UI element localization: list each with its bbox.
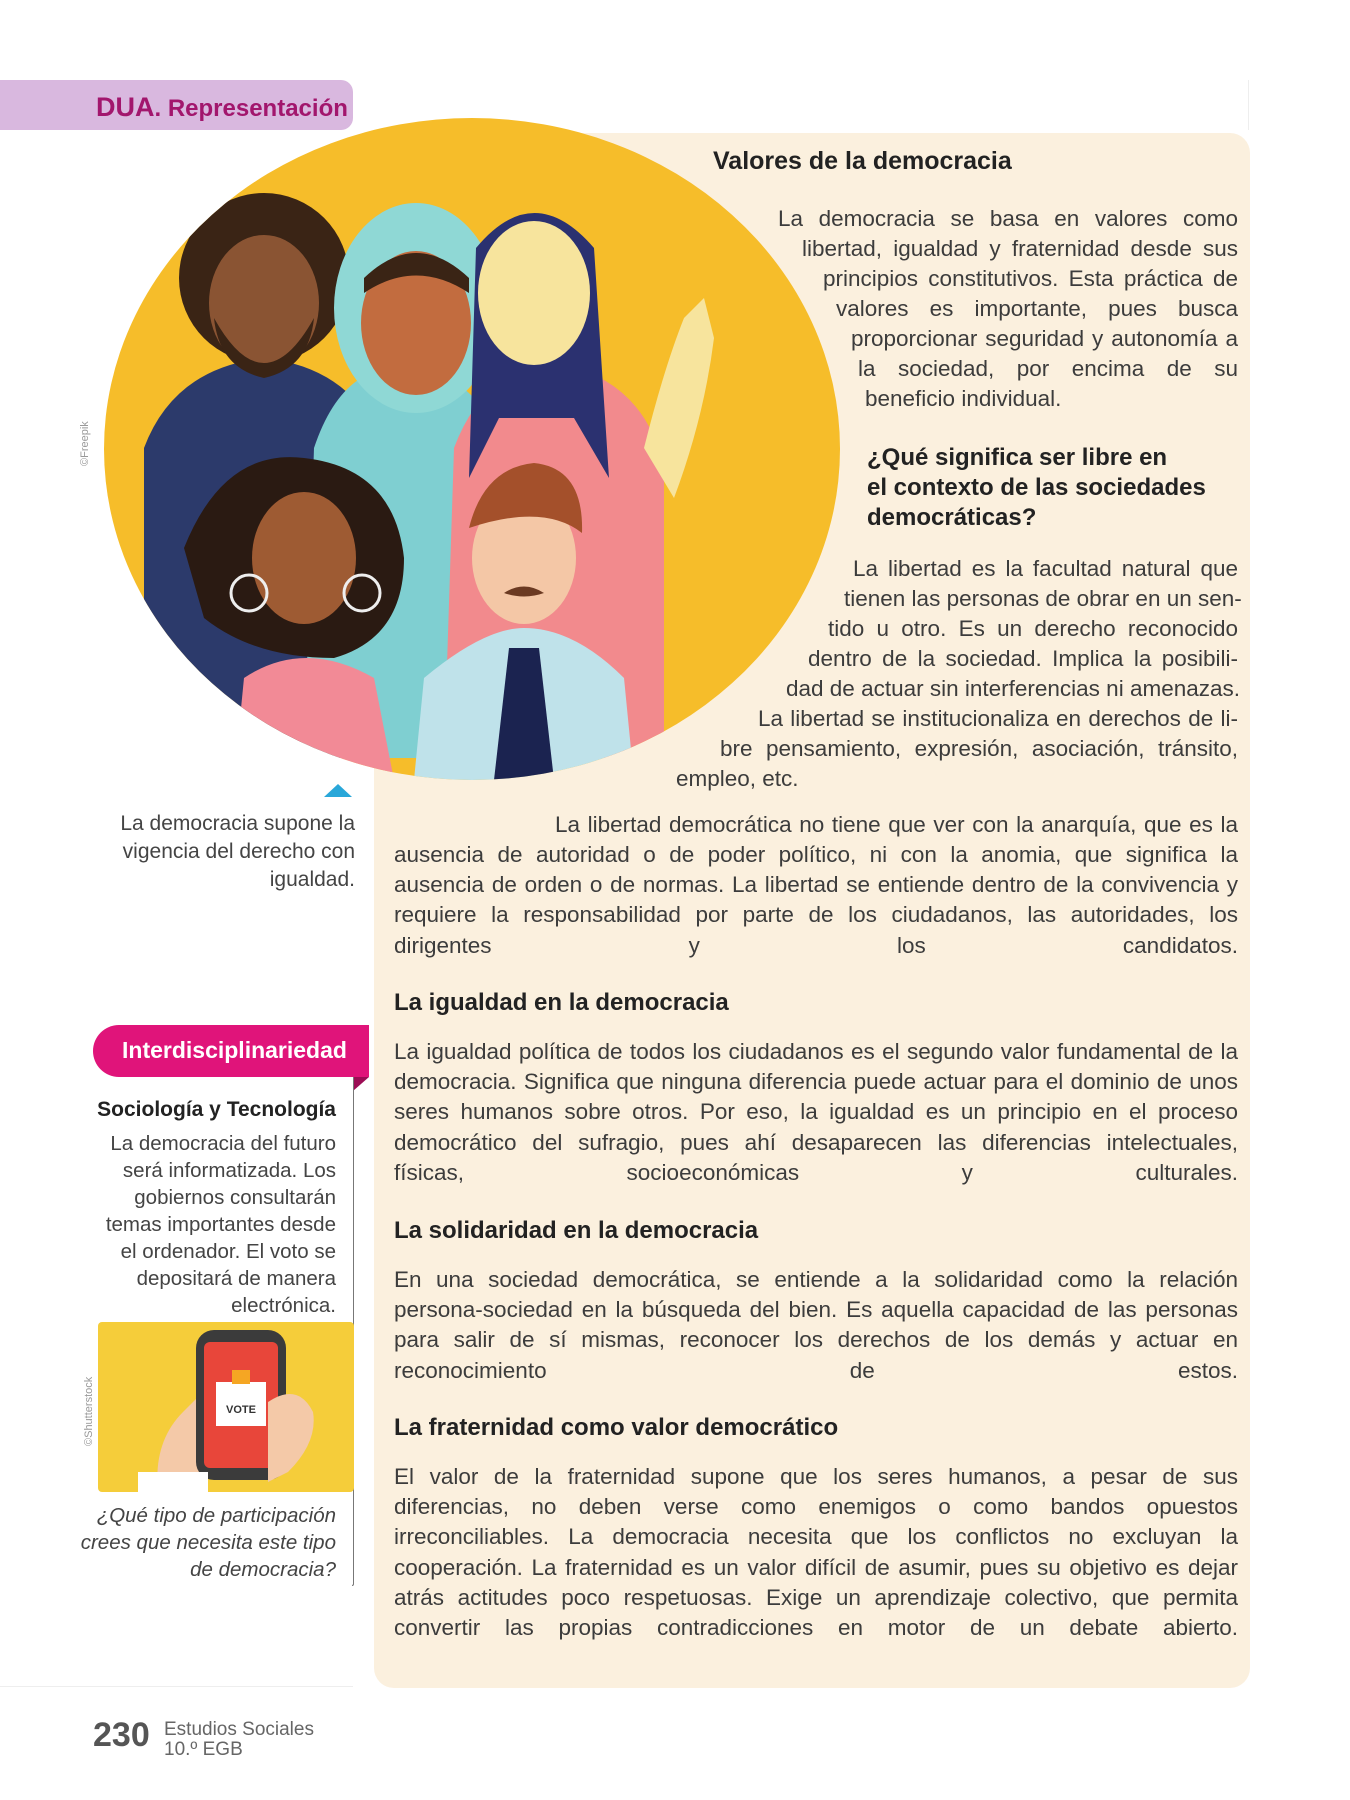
igualdad-paragraph: La igualdad política de todos los ciudadanos es el segundo valor fundamental de la democracia. Significa que ninguna diferencia puede actuar para el dominio de unos seres humanos sobre otros. Por eso, la igualdad es un principio en el proceso democrático del sufragio, pues ahí desaparecen las diferencias intelectuales, físicas, socioeconómicas y culturales. (394, 1039, 1238, 1185)
footer-subject: Estudios Sociales 10.º EGB (164, 1719, 314, 1760)
igualdad-heading: La igualdad en la democracia (394, 989, 729, 1016)
tab-fold (353, 1077, 369, 1091)
footer-divider (0, 1686, 353, 1687)
libertad-line: La libertad es la facultad natural que (853, 556, 1238, 581)
libertad-line: dentro de la sociedad. Implica la posibili- (808, 646, 1238, 671)
sidebar-body: La democracia del futuro será informatizada. Los gobiernos consultarán temas importantes desde el ordenador. El voto se depositará de manera electrónica. (105, 1132, 336, 1317)
image-caption: La democracia supone la vigencia del derecho con igualdad. (120, 812, 355, 891)
intro-line: valores es importante, pues busca (836, 296, 1238, 321)
anarquia-line: La libertad democrática no tiene que ver con la anarquía, que es la (555, 812, 1238, 837)
divider (1248, 80, 1249, 130)
solidaridad-heading: La solidaridad en la democracia (394, 1217, 759, 1244)
intro-line: libertad, igualdad y fraternidad desde sus (802, 236, 1238, 261)
libertad-line: empleo, etc. (676, 766, 799, 791)
libertad-line: tido u otro. Es un derecho reconocido (828, 616, 1238, 641)
anarquia-paragraph: ausencia de autoridad o de poder político, ni con la anomia, que significa la ausencia de orden o de normas. La libertad se entiende dentro de la convivencia y requiere la responsabilidad por parte de los ciudadanos, las autoridades, los dirigentes y los candidatos. (394, 842, 1238, 958)
dua-label: DUA. Representación (96, 92, 348, 122)
intro-line: principios constitutivos. Esta práctica de (823, 266, 1238, 291)
libertad-line: dad de actuar sin interferencias ni amenazas. (786, 676, 1241, 701)
interdisciplinariedad-label: Interdisciplinariedad (122, 1037, 347, 1063)
page-title: Valores de la democracia (713, 147, 1012, 175)
vote-image-credit: ©Shutterstock (83, 1376, 95, 1446)
vote-phone-image (98, 1322, 354, 1492)
intro-line: la sociedad, por encima de su (858, 356, 1238, 381)
libertad-line: tienen las personas de obrar en un sen- (844, 586, 1242, 611)
illustration-credit: ©Freepik (79, 421, 91, 466)
people-illustration (104, 118, 840, 780)
fraternidad-heading: La fraternidad como valor democrático (394, 1414, 839, 1441)
vote-label: VOTE (226, 1404, 256, 1416)
sidebar-title: Sociología y Tecnología (97, 1098, 336, 1121)
caption-pointer-icon (324, 784, 352, 797)
sidebar-question: ¿Qué tipo de participación crees que necesita este tipo de democracia? (80, 1504, 336, 1581)
question-heading: ¿Qué significa ser libre en el contexto de las sociedades democráticas? (867, 444, 1206, 531)
intro-line: proporcionar seguridad y autonomía a (851, 326, 1238, 351)
libertad-line: La libertad se institucionaliza en derechos de li- (758, 706, 1238, 731)
solidaridad-paragraph: En una sociedad democrática, se entiende a la solidaridad como la relación persona-sociedad en la búsqueda del bien. Es aquella capacidad de las personas para salir de sí mismas, reconocer los derechos de los demás y actuar en reconocimiento de estos. (394, 1267, 1238, 1383)
intro-line: beneficio individual. (865, 386, 1062, 411)
libertad-line: bre pensamiento, expresión, asociación, tránsito, (720, 736, 1238, 761)
intro-paragraph: La democracia se basa en valores como (778, 206, 1238, 231)
fraternidad-paragraph: El valor de la fraternidad supone que los seres humanos, a pesar de sus diferencias, no deben verse como enemigos o como bandos opuestos irreconciliables. La democracia necesita que los conflictos no excluyan la cooperación. La fraternidad es un valor difícil de asumir, pues su objetivo es dejar atrás actitudes poco respetuosas. Exige un aprendizaje colectivo, que permita convertir las propias contradicciones en motor de un debate abierto. (394, 1464, 1238, 1641)
page-number: 230 (93, 1716, 150, 1754)
